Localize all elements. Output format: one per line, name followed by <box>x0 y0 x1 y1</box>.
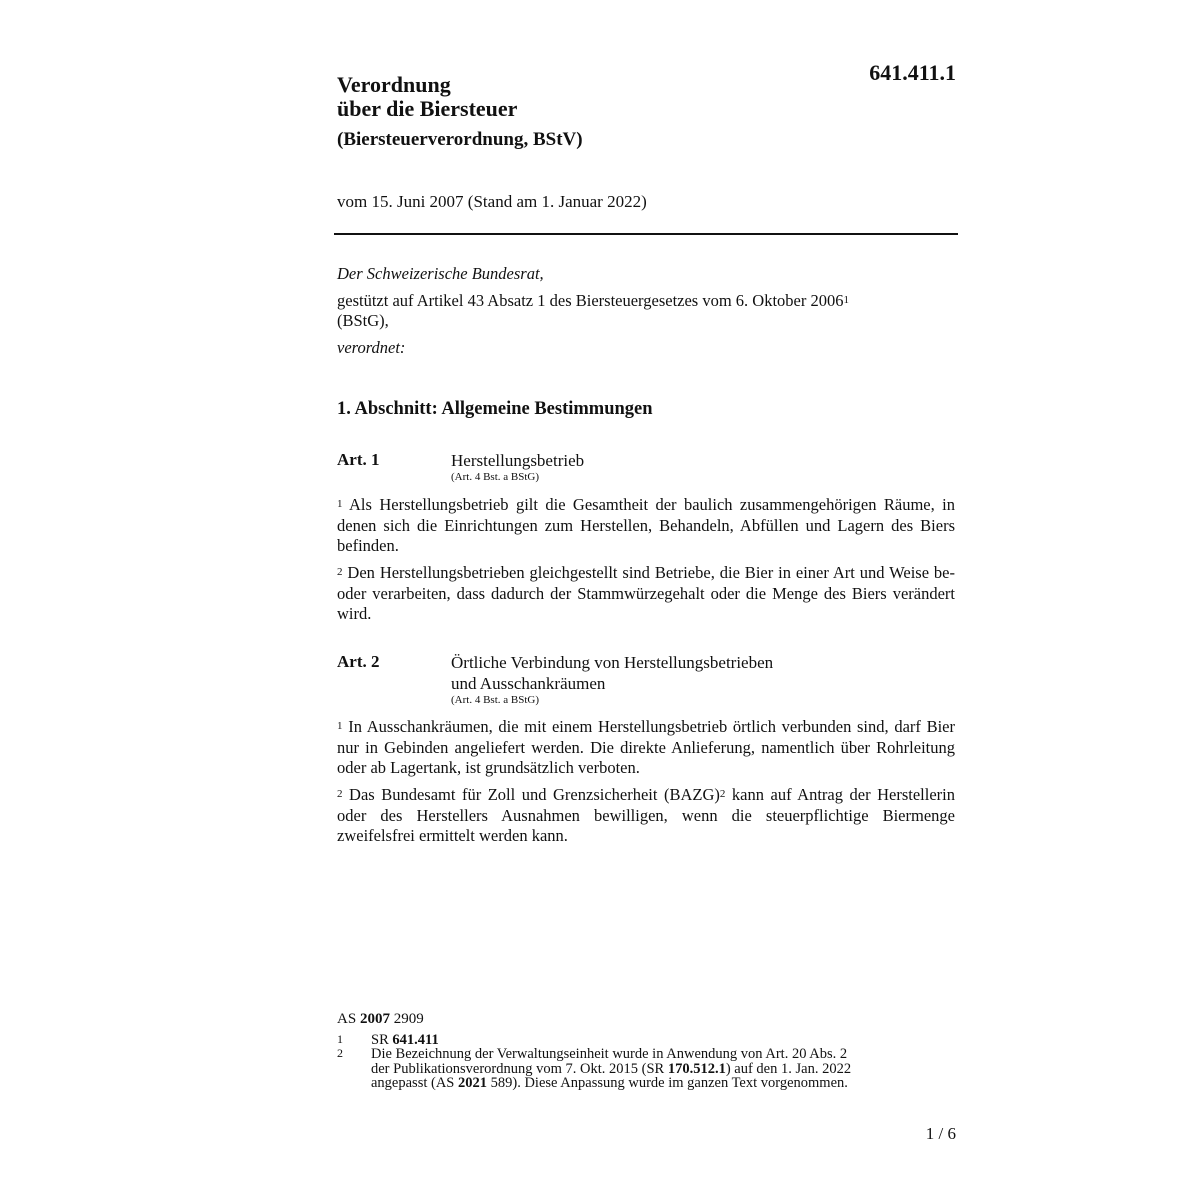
footnote-2-line-3-a: angepasst (AS <box>371 1075 458 1091</box>
paragraph-text: Als Herstellungsbetrieb gilt die Gesamtheit der baulich zusammengehörigen Räume, in denen sich die Einrichtungen zum Herstellen, Behandeln, Abfüllen und Lagern des Biers befinden. <box>337 495 955 555</box>
footnote-2-sr-link[interactable]: 170.512.1 <box>667 1060 726 1077</box>
article-1-paragraph-1 <box>337 495 955 557</box>
as-year: 2007 <box>359 1011 390 1027</box>
paragraph-number: 1 <box>337 498 343 510</box>
paragraph-number: 1 <box>337 720 343 732</box>
article-1-title: Herstellungsbetrieb <box>451 451 585 470</box>
footnote-2-line-3-c: 589). Diese Anpassung wurde im ganzen Text vorgenommen. <box>487 1075 848 1091</box>
document-title <box>337 73 517 121</box>
paragraph-number: 2 <box>337 788 343 800</box>
footnote-1-sr-number[interactable]: 641.411 <box>392 1032 439 1048</box>
footnote-2-line-2-c: ) auf den 1. Jan. 2022 <box>725 1060 852 1077</box>
footnote-2-line-3 <box>371 1076 851 1091</box>
footnote-2-line-1: Die Bezeichnung der Verwaltungseinheit wurde in Anwendung von Art. 20 Abs. 2 <box>371 1046 848 1062</box>
official-collection-reference <box>337 1011 424 1028</box>
article-2-heading <box>451 652 773 706</box>
title-line-1: Verordnung <box>337 72 451 97</box>
document-date: vom 15. Juni 2007 (Stand am 1. Januar 2022) <box>337 192 647 211</box>
footnote-2-number: 2 <box>337 1046 343 1060</box>
article-2-paragraph-1 <box>337 717 955 779</box>
footnote-1-prefix: SR <box>371 1032 393 1048</box>
footnote-2-line-2 <box>371 1062 851 1077</box>
paragraph-text: Den Herstellungsbetrieben gleichgestellt sind Betriebe, die Bier in einer Art und Weise be- oder verarbeiten, dass dadurch der Stammwürzegehalt oder die Menge des Biers verändert wird. <box>337 563 956 623</box>
preamble-decrees: verordnet: <box>337 338 406 357</box>
article-1-heading <box>451 450 584 483</box>
footnote-ref-2[interactable]: 2 <box>719 788 726 800</box>
page-number: 1 / 6 <box>925 1124 956 1143</box>
article-2-label: Art. 2 <box>337 652 380 671</box>
article-2-reference: (Art. 4 Bst. a BStG) <box>451 694 539 706</box>
preamble-authority: Der Schweizerische Bundesrat, <box>337 264 544 283</box>
preamble-basis-text: gestützt auf Artikel 43 Absatz 1 des Biersteuergesetzes vom 6. Oktober 2006 <box>337 291 844 310</box>
article-2-title-line-2: und Ausschankräumen <box>451 674 606 693</box>
article-2-title-line-1: Örtliche Verbindung von Herstellungsbetrieben <box>451 653 774 672</box>
footnote-2-line-2-a: der Publikationsverordnung vom 7. Okt. 2015 (SR <box>371 1060 668 1077</box>
article-1-label: Art. 1 <box>337 450 380 469</box>
preamble-basis-abbrev: (BStG), <box>337 311 389 330</box>
paragraph-text-before: Das Bundesamt für Zoll und Grenzsicherheit (BAZG) <box>349 785 720 804</box>
as-prefix: AS <box>337 1011 360 1027</box>
header-divider <box>334 233 958 235</box>
footnote-2-text <box>371 1047 851 1091</box>
article-1-reference: (Art. 4 Bst. a BStG) <box>451 471 539 483</box>
paragraph-number: 2 <box>337 566 343 578</box>
title-line-2: über die Biersteuer <box>337 96 518 121</box>
section-heading: 1. Abschnitt: Allgemeine Bestimmungen <box>337 399 653 419</box>
article-2-paragraph-2 <box>337 785 955 847</box>
sr-number: 641.411.1 <box>869 60 956 85</box>
article-1-paragraph-2 <box>337 563 955 625</box>
as-page: 2909 <box>389 1011 424 1027</box>
footnote-1-number: 1 <box>337 1032 343 1046</box>
paragraph-text: In Ausschankräumen, die mit einem Herstellungsbetrieb örtlich verbunden sind, darf Bier nur in Gebinden angeliefert werden. Die direkte Anlieferung, namentlich über Rohrleitung oder ab Lagertank, ist grundsätzlich verboten. <box>337 717 956 777</box>
footnote-2-as-year: 2021 <box>458 1075 487 1091</box>
paragraph-text-after: kann auf Antrag der Herstellerin oder des Herstellers Ausnahmen bewilligen, wenn die steuerpflichtige Biermenge zweifelsfrei ermittelt werden kann. <box>337 785 955 845</box>
document-subtitle: (Biersteuerverordnung, BStV) <box>337 129 583 150</box>
preamble-basis <box>337 291 957 331</box>
footnote-ref-1[interactable]: 1 <box>843 294 849 306</box>
